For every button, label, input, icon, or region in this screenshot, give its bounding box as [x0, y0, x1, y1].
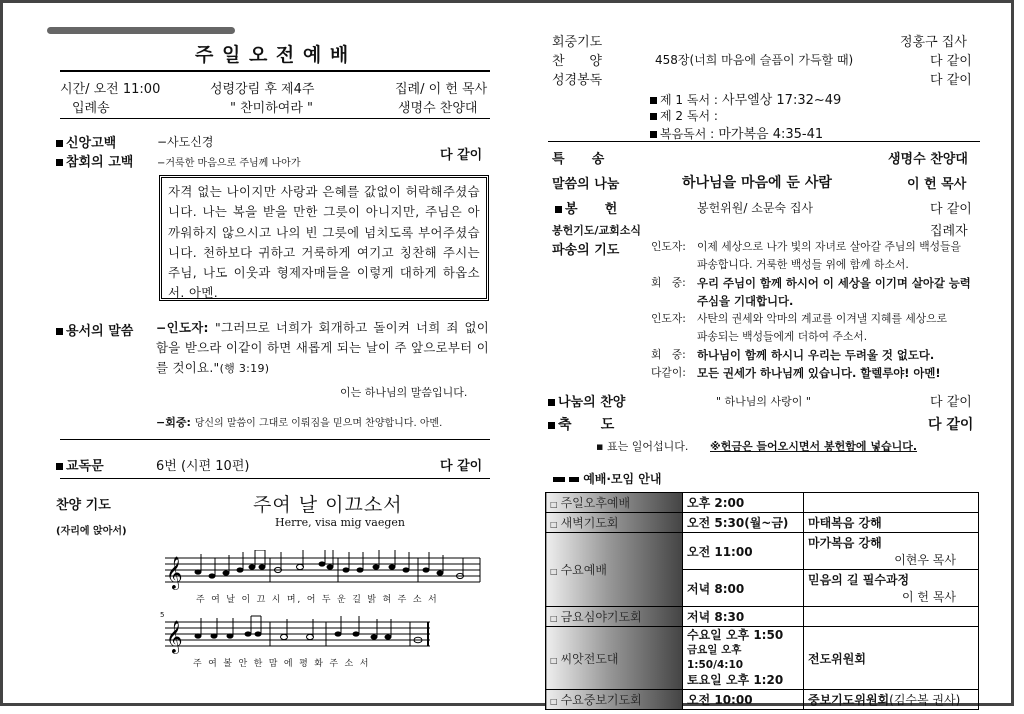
- table-row: [546, 607, 979, 627]
- confession-by: 다 같이: [440, 148, 483, 163]
- litany-by: 다 같이: [440, 459, 483, 474]
- measure-number: 5: [160, 611, 165, 619]
- sending-speaker: 회 중:: [651, 348, 686, 361]
- sending-prayer: [651, 238, 981, 382]
- reading-2: 제 2 독서 :: [650, 107, 718, 124]
- hymn-title: 주여 날 이끄소서: [253, 494, 403, 516]
- offering-label: 봉 헌: [555, 198, 617, 217]
- top-bar: [47, 27, 235, 34]
- schedule-desc: 믿음의 길 필수과정 이 헌 목사: [804, 570, 979, 607]
- sending-speaker: 다같이:: [651, 366, 686, 379]
- rule: [548, 141, 980, 142]
- offering-prayer-by: 집례자: [930, 224, 968, 239]
- sending-text: 이제 세상으로 나가 빛의 자녀로 살아갈 주님의 백성들을: [697, 240, 961, 253]
- absolution-reference: (행 3:19): [219, 362, 270, 375]
- sending-text: 하나님이 함께 하시니 우리는 두려울 것 없도다.: [697, 348, 935, 362]
- treble-clef-icon: 𝄞: [166, 556, 183, 589]
- entrance-by: 생명수 찬양대: [398, 101, 478, 116]
- sermon-label: 말씀의 나눔: [552, 177, 620, 192]
- heading-bars-icon: [553, 477, 565, 482]
- sending-text: 사탄의 권세와 악마의 계교를 이겨낼 지혜를 세상으로: [697, 312, 948, 325]
- stand-marker-icon: [650, 131, 657, 138]
- absolution-closing: 이는 하나님의 말씀입니다.: [340, 386, 468, 399]
- absolution-response: −회중: 당신의 말씀이 그대로 이뤄짐을 믿으며 찬양합니다. 아멘.: [156, 416, 443, 429]
- stand-marker-icon: [56, 159, 63, 166]
- sermon-by: 이 헌 목사: [907, 177, 967, 192]
- schedule-table: [545, 492, 979, 710]
- sending-line: [651, 346, 981, 364]
- hymn-subtitle: Herre, visa mig vaegen: [275, 516, 405, 529]
- sharing-song-text: " 하나님의 사랑이 ": [716, 395, 811, 408]
- stand-marker-icon: [56, 463, 63, 470]
- sharing-song-label: 나눔의 찬양: [548, 391, 625, 410]
- schedule-time: 오전 5:30(월~금): [683, 513, 804, 533]
- stand-marker-icon: [650, 97, 657, 104]
- sending-line: [651, 364, 981, 382]
- schedule-desc: [804, 493, 979, 513]
- praise-prayer-note: (자리에 앉아서): [56, 526, 127, 537]
- sending-text: 주심을 기대합니다.: [697, 294, 794, 308]
- reading-3: 복음독서 : 마가복음 4:35-41: [650, 123, 823, 142]
- sending-speaker: [651, 328, 697, 346]
- litany-text: 6번 (시편 10편): [156, 459, 250, 474]
- treble-clef-icon: 𝄞: [166, 620, 183, 653]
- rule: [60, 118, 490, 119]
- confession-text: −거룩한 마음으로 주님께 나아가: [157, 158, 301, 169]
- sending-speaker: 인도자:: [651, 240, 686, 253]
- confession-prayer-box: 자격 없는 나이지만 사랑과 은혜를 값없이 허락해주셨습니다. 나는 복을 받을 만한 그릇이 아니지만, 주님은 아까워하지 않으시고 나의 빈 그릇에 넘치도록 부어주셨습니다. 천하보다 귀하고 거룩하게 여기고 칭찬해 주시는 주님, 나도 이웃과 형제자매들을 이렇게 대하게 하옵소서. 아멘.: [159, 175, 489, 301]
- benediction-label: 축 도: [548, 414, 614, 434]
- service-title: 주 일 오 전 예 배: [195, 44, 350, 66]
- service-leader: 집례/ 이 헌 목사: [395, 82, 488, 97]
- sending-line: [651, 328, 981, 346]
- entrance-label: 입례송: [72, 101, 110, 116]
- confession-label: 참회의 고백: [56, 151, 133, 170]
- sending-speaker: [651, 256, 697, 274]
- schedule-time: 오전 10:00: [683, 690, 804, 710]
- stand-note: ▪ 표는 일어섭니다.: [596, 440, 689, 453]
- schedule-name: □ 씨앗전도대: [546, 627, 683, 690]
- sending-line: [651, 238, 981, 256]
- offering-prayer-label: 봉헌기도/교회소식: [552, 224, 642, 237]
- sending-speaker: 인도자:: [651, 312, 686, 325]
- schedule-time: 저녁 8:00: [683, 570, 804, 607]
- offering-note: ※헌금은 들어오시면서 봉헌함에 넣습니다.: [710, 440, 918, 453]
- schedule-time: 오후 2:00: [683, 493, 804, 513]
- schedule-desc: 마태복음 강해: [804, 513, 979, 533]
- prayer-by: 정홍구 집사: [900, 35, 967, 50]
- reading-label: 성경봉독: [552, 73, 603, 88]
- schedule-name: □ 수요중보기도회: [546, 690, 683, 710]
- entrance-song: " 찬미하여라 ": [230, 101, 314, 116]
- title-rule: [60, 70, 490, 72]
- schedule-desc: 마가복음 강해 이현우 목사: [804, 533, 979, 570]
- sending-label: 파송의 기도: [552, 243, 620, 258]
- schedule-name: □ 주일오후예배: [546, 493, 683, 513]
- schedule-name: □ 새벽기도회: [546, 513, 683, 533]
- table-row: [546, 690, 979, 710]
- schedule-time: 저녁 8:30: [683, 607, 804, 627]
- heading-bars-icon: [569, 477, 579, 482]
- schedule-heading: 예배·모임 안내: [553, 470, 661, 487]
- stand-marker-icon: [548, 399, 555, 406]
- table-row: [546, 513, 979, 533]
- service-time: 시간/ 오전 11:00: [60, 82, 161, 97]
- rule: [60, 439, 490, 440]
- hymn-by: 다 같이: [930, 54, 972, 69]
- schedule-time: 수요일 오후 1:50 금요일 오후 1:50/4:10 토요일 오후 1:20: [683, 627, 804, 690]
- reading-by: 다 같이: [930, 73, 972, 88]
- stand-marker-icon: [555, 206, 562, 213]
- special-song-label: 특 송: [552, 152, 605, 167]
- stand-marker-icon: [56, 328, 63, 335]
- table-row: [546, 533, 979, 570]
- offering-by: 다 같이: [930, 202, 972, 217]
- reading-1: 제 1 독서 : 사무엘상 17:32~49: [650, 89, 841, 108]
- absolution-verse: "그러므로 너희가 회개하고 돌이켜 너희 죄 없이 함을 받으라 이같이 하면 새롭게 되는 날이 주 앞으로부터 이를 것이요.": [156, 320, 489, 375]
- sending-text: 파송합니다. 거룩한 백성들 위에 함께 하소서.: [697, 258, 909, 271]
- benediction-by: 다 같이: [928, 417, 974, 433]
- table-row: [546, 493, 979, 513]
- sending-line: [651, 310, 981, 328]
- hymn-label: 찬 양: [552, 54, 602, 69]
- church-season: 성령강림 후 제4주: [210, 82, 315, 97]
- music-staff-1: [160, 550, 490, 590]
- special-song-by: 생명수 찬양대: [888, 152, 968, 167]
- sending-text: 파송되는 백성들에게 더하여 주소서.: [697, 330, 868, 343]
- litany-label: 교독문: [56, 455, 104, 474]
- sermon-title: 하나님을 마음에 둔 사람: [682, 175, 832, 191]
- schedule-name: □ 수요예배: [546, 533, 683, 607]
- schedule-desc: 전도위원회: [804, 627, 979, 690]
- offering-text: 봉헌위원/ 소문숙 집사: [697, 201, 814, 215]
- stand-marker-icon: [56, 140, 63, 147]
- sending-line: [651, 256, 981, 274]
- sending-speaker: 회 중:: [651, 276, 686, 289]
- schedule-desc: 중보기도위원회(김수복 권사): [804, 690, 979, 710]
- sharing-song-by: 다 같이: [930, 395, 972, 410]
- absolution-quote: [156, 318, 489, 379]
- prayer-label: 회중기도: [552, 35, 603, 50]
- stand-marker-icon: [650, 113, 657, 120]
- schedule-time: 오전 11:00: [683, 533, 804, 570]
- creed-label: 신앙고백: [56, 132, 116, 151]
- sending-line: [651, 274, 981, 292]
- absolution-label: 용서의 말씀: [56, 320, 133, 339]
- hymn-lyrics-2: 주 여 볼 안 한 맘 에 평 화 주 소 서: [193, 659, 371, 669]
- absolution-leader: −인도자:: [156, 320, 215, 335]
- praise-prayer-label: 찬양 기도: [56, 498, 111, 513]
- creed-text: −사도신경: [157, 135, 214, 149]
- schedule-desc: [804, 607, 979, 627]
- table-row: [546, 627, 979, 690]
- music-staff-2: [160, 614, 490, 654]
- hymn-text: 458장(너희 마음에 슬픔이 가득할 때): [655, 53, 854, 67]
- hymn-lyrics-1: 주 여 날 이 끄 시 며, 어 두 운 길 밝 혀 주 소 서: [196, 595, 439, 605]
- schedule-name: □ 금요심야기도회: [546, 607, 683, 627]
- sending-text: 우리 주님이 함께 하시어 이 세상을 이기며 살아갈 능력: [697, 276, 971, 290]
- rule: [60, 478, 490, 479]
- sending-text: 모든 권세가 하나님께 있습니다. 할렐루야! 아멘!: [697, 366, 941, 380]
- stand-marker-icon: [548, 422, 555, 429]
- sending-line: [651, 292, 981, 310]
- sending-speaker: [651, 292, 697, 310]
